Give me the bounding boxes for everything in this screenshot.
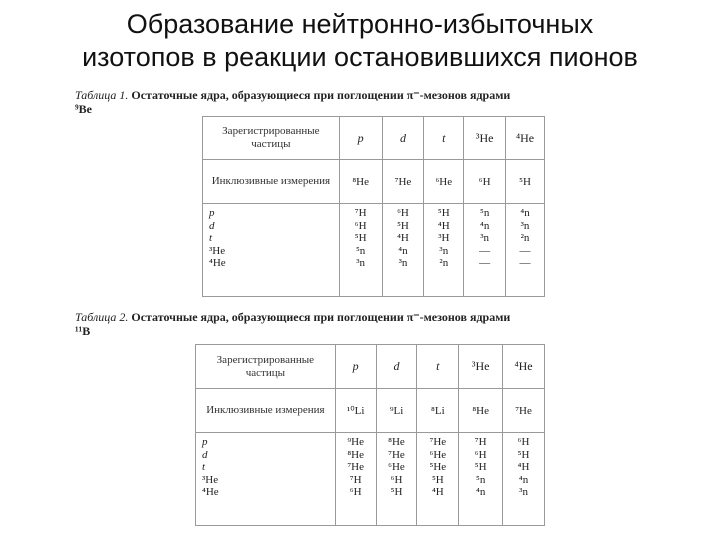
table-1-inclusive-3: ⁶He <box>424 160 464 204</box>
table-2-cell: ⁵n <box>476 473 486 486</box>
table-1-row-label-5: ⁴He <box>209 257 226 269</box>
table-2-cell: ⁷H <box>349 473 362 486</box>
table-2-cell: ⁷H <box>474 436 487 448</box>
table-1-cell: — <box>479 257 491 269</box>
table-1-inclusive-2: ⁷He <box>382 160 424 204</box>
table-2-cell: ⁷He <box>388 448 405 461</box>
table-2-cell: ⁶He <box>388 461 405 473</box>
table-2-particle-1: p <box>335 345 376 389</box>
table-2-cell: ⁵H <box>390 486 403 498</box>
table-1-cell: ⁴H <box>437 219 450 232</box>
table-1-cell: ⁵H <box>397 219 409 232</box>
table-2-column-3 <box>417 433 459 526</box>
table-1-caption-text: Остаточные ядра, образующиеся при поглощении π⁻-мезонов ядрами <box>131 88 511 102</box>
table-1-row-label-4: ³He <box>209 244 226 257</box>
table-1-cell: ⁴n <box>398 244 408 257</box>
table-2-cell: ⁹He <box>347 436 364 448</box>
table-1-column-3 <box>424 204 464 297</box>
table-1-inclusive-1: ⁸He <box>339 160 382 204</box>
table-1-particle-3: t <box>424 117 464 160</box>
table-1-cell: ³H <box>438 232 450 244</box>
table-2-cell: ⁵H <box>517 448 530 461</box>
table-1-cell: ²n <box>520 232 530 244</box>
table-2-column-1 <box>335 433 376 526</box>
table-2-cell: ⁴n <box>476 486 486 498</box>
title-line-2: изотопов в реакции остановившихся пионов <box>82 42 638 72</box>
table-1-column-5 <box>506 204 545 297</box>
title-line-1: Образование нейтронно-избыточных <box>126 9 594 39</box>
slide-title <box>0 8 720 74</box>
table-2-cell: ⁶He <box>429 448 447 461</box>
table-2-cell: ⁵H <box>431 473 444 486</box>
table-1-header-inclusive: Инклюзивные измерения <box>203 160 340 204</box>
table-1-cell: — <box>519 257 531 269</box>
table-2-row-label-1: p <box>202 436 208 448</box>
table-2-nucleus: ¹¹B <box>75 324 91 338</box>
table-2-inclusive-2: ⁹Li <box>376 389 417 433</box>
table-1-cell: ³n <box>439 244 449 257</box>
table-1-cell: ⁵n <box>479 207 490 219</box>
table-1-cell: — <box>479 244 491 257</box>
table-2-column-5 <box>503 433 545 526</box>
table-1-particle-1: p <box>339 117 382 160</box>
table-1-cell: ⁵n <box>355 244 366 257</box>
table-1-cell: ⁴H <box>397 232 409 244</box>
table-2-cell: ⁵H <box>474 461 487 473</box>
table-1-cell: — <box>519 244 531 257</box>
table-2-particle-4: ³He <box>459 345 503 389</box>
table-2 <box>195 344 545 526</box>
table-2-particle-5: ⁴He <box>503 345 545 389</box>
table-1-cell: ³n <box>520 219 530 232</box>
table-1-row-labels <box>203 204 340 297</box>
table-2-cell: ⁶H <box>390 473 403 486</box>
table-1-column-4 <box>464 204 506 297</box>
table-2-row-labels <box>196 433 336 526</box>
table-1-cell: ³n <box>480 232 490 244</box>
table-2-inclusive-3: ⁸Li <box>417 389 459 433</box>
table-1-cell: ⁴n <box>520 207 530 219</box>
table-2-particle-3: t <box>417 345 459 389</box>
table-2-cell: ⁵He <box>429 461 447 473</box>
table-2-inclusive-1: ¹⁰Li <box>335 389 376 433</box>
table-1-label: Таблица 1. <box>75 88 129 102</box>
table-2-row-label-2: d <box>202 448 208 461</box>
table-1-cell: ⁴n <box>479 219 490 232</box>
table-2-cell: ⁶H <box>517 436 530 448</box>
table-1-header-registered: Зарегистрированные частицы <box>203 117 340 160</box>
table-1-inclusive-4: ⁶H <box>464 160 506 204</box>
table-1-row-label-2: d <box>209 219 215 232</box>
table-1-column-2 <box>382 204 424 297</box>
table-1-nucleus: ⁹Be <box>75 102 92 116</box>
table-1-row-label-1: p <box>209 207 215 219</box>
table-2-header-inclusive: Инклюзивные измерения <box>196 389 336 433</box>
table-2-cell: ⁸He <box>388 436 405 448</box>
table-2-row-label-5: ⁴He <box>202 486 219 498</box>
table-2-cell: ⁴H <box>431 486 444 498</box>
table-2-row-label-3: t <box>202 461 206 473</box>
table-1-particle-5: ⁴He <box>506 117 545 160</box>
table-1-cell: ⁵H <box>354 232 367 244</box>
table-2-cell: ⁷He <box>429 436 447 448</box>
table-1-inclusive-5: ⁵H <box>506 160 545 204</box>
table-1-row-label-3: t <box>209 232 213 244</box>
table-2-cell: ³n <box>519 486 528 498</box>
table-2-particle-2: d <box>376 345 417 389</box>
table-1-cell: ⁵H <box>437 207 450 219</box>
table-2-inclusive-4: ⁸He <box>459 389 503 433</box>
table-2-cell: ⁸He <box>347 448 364 461</box>
table-2-cell: ⁶H <box>349 486 362 498</box>
table-1-particle-4: ³He <box>464 117 506 160</box>
table-1-particle-2: d <box>382 117 424 160</box>
table-1-column-1 <box>339 204 382 297</box>
table-1-cell: ³n <box>356 257 366 269</box>
table-2-column-2 <box>376 433 417 526</box>
table-1-cell: ²n <box>439 257 449 269</box>
table-2-cell: ⁷He <box>347 461 364 473</box>
table-2-row-label-4: ³He <box>202 473 219 486</box>
table-2-header-registered: Зарегистрированные частицы <box>196 345 336 389</box>
table-1-cell: ⁶H <box>354 219 367 232</box>
table-2-caption-text: Остаточные ядра, образующиеся при поглощении π⁻-мезонов ядрами <box>131 310 511 324</box>
table-2-cell: ⁴H <box>517 461 530 473</box>
table-2-label: Таблица 2. <box>75 310 129 324</box>
table-1-cell: ³n <box>398 257 408 269</box>
table-1-cell: ⁶H <box>397 207 409 219</box>
table-2-inclusive-5: ⁷He <box>503 389 545 433</box>
table-1-cell: ⁷H <box>354 207 367 219</box>
table-2-caption <box>75 310 605 338</box>
table-1-caption <box>75 88 595 116</box>
table-2-column-4 <box>459 433 503 526</box>
table-2-cell: ⁶H <box>474 448 487 461</box>
table-1 <box>202 116 545 297</box>
table-2-cell: ⁴n <box>518 473 529 486</box>
